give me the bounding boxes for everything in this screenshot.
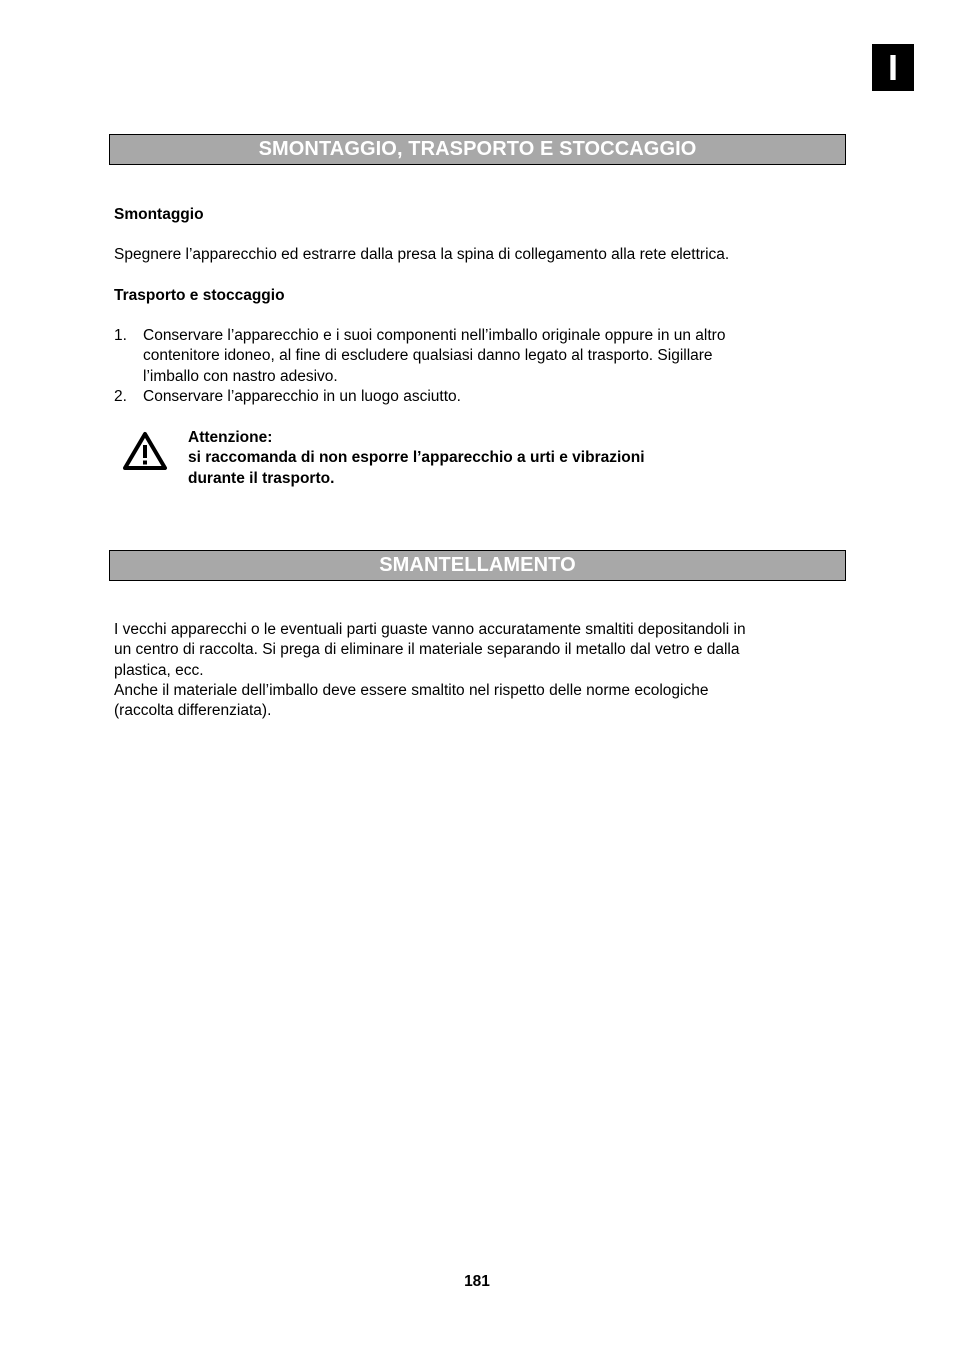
warning-notice (122, 428, 842, 492)
list-item-line: l’imballo con nastro adesivo. (143, 367, 338, 385)
subheading-trasporto-stoccaggio: Trasporto e stoccaggio (114, 287, 285, 304)
paragraph-line: plastica, ecc. (114, 661, 204, 679)
paragraph-line: Anche il materiale dell’imballo deve essere smaltito nel rispetto delle norme ecologiche (114, 681, 709, 699)
page-number: 181 (464, 1273, 490, 1290)
list-item (114, 326, 844, 387)
section-title-smantellamento: SMANTELLAMENTO (109, 550, 846, 581)
smantellamento-text (114, 620, 844, 721)
smontaggio-text: Spegnere l’apparecchio ed estrarre dalla presa la spina di collegamento alla rete elettrica. (114, 246, 730, 263)
warning-line: si raccomanda di non esporre l’apparecchio a urti e vibrazioni (188, 449, 645, 467)
list-item-number: 1. (114, 327, 127, 344)
warning-line: durante il trasporto. (188, 469, 335, 487)
subheading-smontaggio: Smontaggio (114, 206, 204, 223)
paragraph-line: I vecchi apparecchi o le eventuali parti guaste vanno accuratamente smaltiti depositandoli in (114, 621, 746, 638)
list-item-line: Conservare l’apparecchio e i suoi componenti nell’imballo originale oppure in un altro (143, 327, 726, 344)
list-item-line: contenitore idoneo, al fine di escludere qualsiasi danno legato al trasporto. Sigillare (143, 347, 713, 365)
paragraph-line: un centro di raccolta. Si prega di eliminare il materiale separando il metallo dal vetro e dalla (114, 641, 740, 659)
list-item-line: Conservare l’apparecchio in un luogo asciutto. (143, 387, 461, 405)
section-title-smontaggio-trasporto: SMONTAGGIO, TRASPORTO E STOCCAGGIO (109, 134, 846, 165)
warning-text (188, 428, 645, 489)
list-item-number: 2. (114, 387, 127, 405)
warning-title: Attenzione: (188, 429, 273, 446)
transport-instructions-list (114, 326, 844, 407)
paragraph-line: (raccolta differenziata). (114, 702, 272, 720)
list-item (114, 387, 844, 407)
warning-triangle-icon (122, 431, 168, 471)
language-badge: I (872, 44, 914, 91)
